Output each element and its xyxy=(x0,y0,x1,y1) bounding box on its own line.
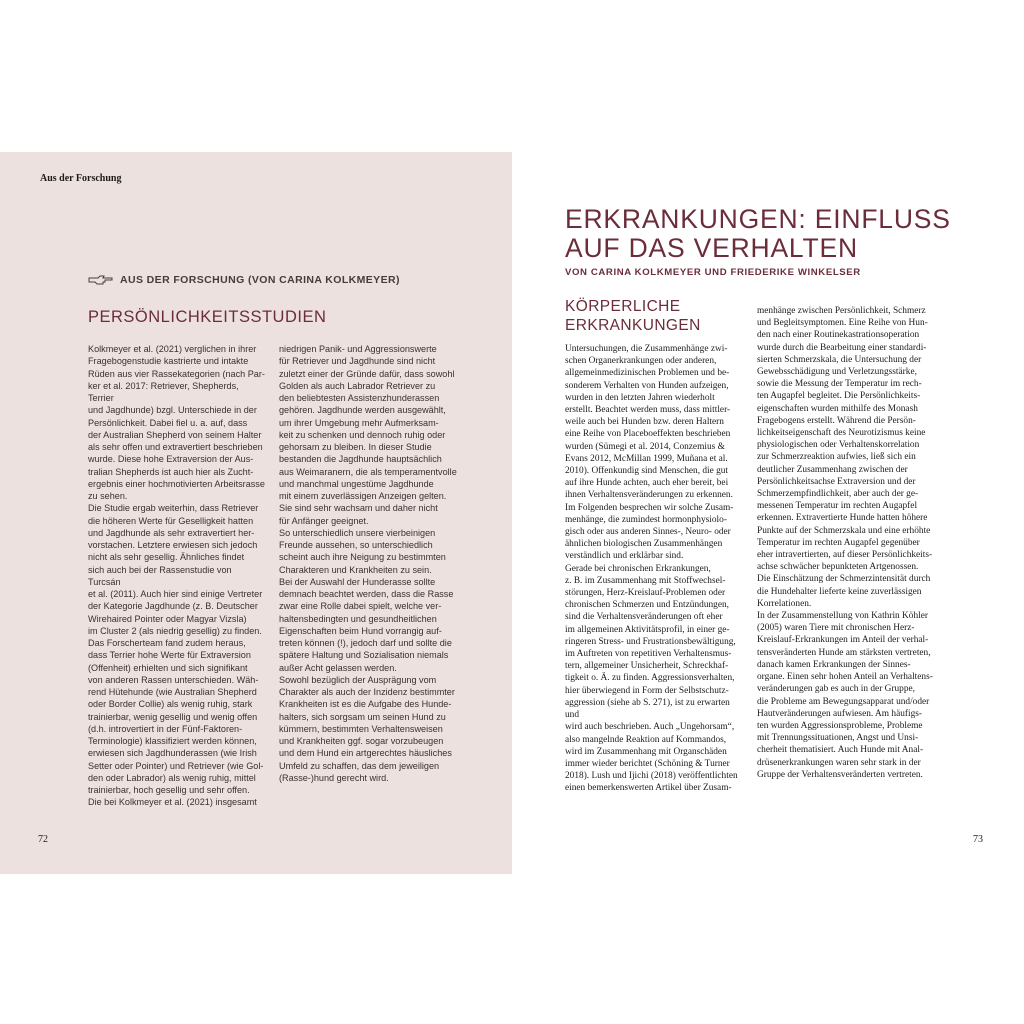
text-line: Evans 2012, McMillan 1999, Muñana et al. xyxy=(565,453,728,464)
text-line: ringeren Stress- und Frustrationsbewältigung, xyxy=(565,636,736,647)
text-line: menhänge zwischen Persönlichkeit, Schmerz xyxy=(757,306,926,316)
text-line: wurde. Diese hohe Extraversion der Aus- xyxy=(88,454,254,465)
text-line: (d.h. introvertiert in der Fünf-Faktoren- xyxy=(88,723,243,734)
text-line: eigenschaften wurden mithilfe des Monash xyxy=(757,403,918,414)
text-line: Persönlichkeit. Dabei fiel u. a. auf, dass xyxy=(88,417,248,428)
text-line: sonderem Verhalten von Hunden aufzeigen, xyxy=(565,380,729,391)
text-line: Die bei Kolkmeyer et al. (2021) insgesamt xyxy=(88,797,257,808)
text-line: tern, allgemeiner Unsicherheit, Schreckhaf- xyxy=(565,661,729,672)
text-line: haltensbedingten und gesundheitlichen xyxy=(279,613,437,624)
text-line: treten können (!), jedoch darf und sollte die xyxy=(279,638,452,648)
text-line: kümmern, bestimmten Verhaltensweisen xyxy=(279,723,443,734)
right-column-2 xyxy=(757,305,935,781)
text-line: und Krankheiten ggf. sogar vorzubeugen xyxy=(279,736,444,746)
text-line: weile auch bei Hunden bzw. deren Haltern xyxy=(565,417,724,428)
text-line: Terminologie) klassifiziert werden können, xyxy=(88,736,257,746)
text-line: zu sehen. xyxy=(88,491,128,501)
chapter-title xyxy=(565,205,985,263)
text-line: sowie die Messung der Temperatur im rech- xyxy=(757,379,922,390)
text-line: mit einem zuverlässigen Anzeigen gelten. xyxy=(279,491,447,501)
text-line: von anderen Rassen unterschieden. Wäh- xyxy=(88,674,259,685)
text-line: als sehr offen und extravertiert beschrieben xyxy=(88,442,263,452)
pointing-hand-icon xyxy=(88,274,114,286)
text-line: bestanden die Jagdhunde hauptsächlich xyxy=(279,454,442,465)
text-line: aggression (siehe ab S. 271), ist zu erwarten und xyxy=(565,697,730,721)
text-line: gehören. Jagdhunde werden ausgewählt, xyxy=(279,405,446,416)
text-line: erwiesen sich Jagdhunderassen (wie Irish xyxy=(88,748,257,759)
text-line: gisch oder aus anderen Sinnes-, Neuro- oder xyxy=(565,527,731,538)
text-line: chronischen Schmerzen und Entzündungen, xyxy=(565,600,729,611)
text-line: wurde durch die Bearbeitung einer standardi- xyxy=(757,342,927,353)
text-line: Charakter als auch der Inzidenz bestimmter xyxy=(279,687,455,697)
chapter-title-line-2: AUF DAS VERHALTEN xyxy=(565,233,858,263)
box-heading xyxy=(88,274,400,286)
text-line: (Rasse-)hund gerecht wird. xyxy=(279,772,389,783)
text-line: Die Studie ergab weiterhin, dass Retriever xyxy=(88,503,259,514)
text-line: vorstachen. Letztere erwiesen sich jedoch xyxy=(88,540,258,550)
text-line: um ihrer Umgebung mehr Aufmerksam- xyxy=(279,417,439,428)
text-line: Kolkmeyer et al. (2021) verglichen in ihrer xyxy=(88,344,257,354)
text-line: schen Organerkrankungen oder anderen, xyxy=(565,356,717,367)
text-line: cherheit thematisiert. Auch Hunde mit Anal- xyxy=(757,745,924,756)
text-line: für Retriever und Jagdhunde sind nicht xyxy=(279,356,436,367)
text-line: 2010). Offenkundig sind Menschen, die gut xyxy=(565,466,729,477)
text-line: drüsenerkrankungen waren sehr stark in der xyxy=(757,757,921,768)
text-line: verständlich und erklärbar sind. xyxy=(565,551,684,562)
text-line: Gruppe der Verhaltensveränderten vertreten. xyxy=(757,769,923,780)
text-line: Temperatur im rechten Augapfel gegenüber xyxy=(757,537,920,548)
text-line: eine Reihe von Placeboeffekten beschrieben xyxy=(565,429,731,440)
text-line: demnach beachtet werden, dass die Rasse xyxy=(279,589,454,599)
text-line: rend Hütehunde (wie Australian Shepherd xyxy=(88,687,257,697)
subsection-title-line-1: KÖRPERLICHE xyxy=(565,298,681,315)
text-line: veränderungen gab es auch in der Gruppe, xyxy=(757,684,915,695)
text-line: und Jagdhunde) bzgl. Unterschiede in der xyxy=(88,405,257,416)
subsection-title xyxy=(565,297,745,335)
text-line: Hautveränderungen aufwiesen. Am häufigs- xyxy=(757,708,923,719)
text-line: Charakteren und Krankheiten zu sein. xyxy=(279,564,432,575)
text-line: erstellt. Beachtet werden muss, dass mittler- xyxy=(565,405,731,416)
text-line: keit zu schenken und dennoch ruhig oder xyxy=(279,429,446,440)
text-line: In der Zusammenstellung von Kathrin Köhler xyxy=(757,611,929,622)
text-line: sind die Verhaltensveränderungen oft eher xyxy=(565,612,723,623)
text-line: ergebnis einer hochmotivierten Arbeitsrasse xyxy=(88,478,265,489)
left-column-1 xyxy=(88,343,266,809)
text-line: Bei der Auswahl der Hunderasse sollte xyxy=(279,576,436,587)
text-line: dass Terrier hohe Werte für Extraversion xyxy=(88,650,251,661)
text-line: Sowohl bezüglich der Ausprägung vom xyxy=(279,674,437,685)
text-line: danach kamen Erkrankungen der Sinnes- xyxy=(757,659,911,670)
text-line: ihnen Verhaltensveränderungen zu erkennen. xyxy=(565,490,733,501)
text-line: Kreislauf-Erkrankungen im Anteil der verhal- xyxy=(757,635,929,646)
text-line: eher intravertierten, auf dieser Persönlichkeits- xyxy=(757,550,933,561)
text-line: deutlicher Zusammenhang zwischen der xyxy=(757,464,908,475)
text-line: hier überwiegend in Form der Selbstschutz- xyxy=(565,685,729,696)
text-line: nicht als sehr gesellig. Ähnliches findet xyxy=(88,552,245,563)
text-line: den nach einer Routinekastrationsoperation xyxy=(757,330,920,341)
running-head: Aus der Forschung xyxy=(40,173,122,184)
text-line: Rüden aus vier Rassekategorien (nach Par- xyxy=(88,368,265,379)
text-line: ten wurden Aggressionsprobleme, Probleme xyxy=(757,720,923,731)
text-line: Fragebogenstudie kastrierte und intakte xyxy=(88,356,249,367)
text-line: zwar eine Rolle dabei spielt, welche ver- xyxy=(279,601,442,612)
text-line: halters, sich sorgsam um seinen Hund zu xyxy=(279,711,446,722)
text-line: (Offenheit) erhielten und sich signifikant xyxy=(88,662,248,673)
text-line: immer wieder berichtet (Schöning & Turner xyxy=(565,758,730,769)
text-line: und manchmal ungestüme Jagdhunde xyxy=(279,478,434,489)
text-line: allgemeinmedizinischen Problemen und be- xyxy=(565,368,730,379)
text-line: wurden (Sümegi et al. 2014, Conzemius & xyxy=(565,441,725,452)
text-line: zuletzt einer der Gründe dafür, dass sowohl xyxy=(279,368,455,379)
text-line: wird auch beschrieben. Auch „Ungehorsam“, xyxy=(565,722,735,733)
text-line: Wirehaired Pointer oder Magyar Vizsla) xyxy=(88,613,247,624)
text-line: scheint auch ihre Neigung zu bestimmten xyxy=(279,552,446,563)
box-heading-text: AUS DER FORSCHUNG (VON CARINA KOLKMEYER) xyxy=(120,274,400,286)
text-line: die Hundehalter lieferte keine zuverlässigen xyxy=(757,586,922,597)
text-line: et al. (2011). Auch hier sind einige Vertreter xyxy=(88,589,263,599)
text-line: wird im Zusammenhang mit Organschäden xyxy=(565,746,727,757)
text-line: zur Schmerzreaktion aufwies, ließ sich ein xyxy=(757,452,916,463)
text-line: im Cluster 2 (als niedrig gesellig) zu finden. xyxy=(88,625,262,636)
text-line: Fragebogens erstellt. Während die Persön- xyxy=(757,415,916,426)
text-line: die höheren Werte für Geselligkeit hatten xyxy=(88,515,254,526)
text-line: Umfeld zu schaffen, das dem jeweiligen xyxy=(279,760,440,771)
text-line: ten Augapfel begleitet. Die Persönlichkeits- xyxy=(757,391,921,402)
text-line: Untersuchungen, die Zusammenhänge zwi- xyxy=(565,344,728,354)
text-line: den oder Labrador) als wenig ruhig, mittel xyxy=(88,772,256,783)
text-line: Setter oder Pointer) und Retriever (wie Gol- xyxy=(88,760,264,771)
text-line: Sie sind sehr wachsam und daher nicht xyxy=(279,503,438,514)
text-line: der Australian Shepherd von seinem Halter xyxy=(88,429,262,440)
text-line: 2018). Lush und Ijichi (2018) veröffentlichten xyxy=(565,771,738,782)
left-column-2 xyxy=(279,343,457,784)
text-line: Eigenschaften beim Hund vorrangig auf- xyxy=(279,625,442,636)
text-line: z. B. im Zusammenhang mit Stoffwechsel- xyxy=(565,575,726,586)
text-line: ker et al. 2017: Retriever, Shepherds, Terrier xyxy=(88,380,239,403)
text-line: im allgemeinen Aktivitätsprofil, in einer ge- xyxy=(565,624,730,635)
text-line: oder Border Collie) als wenig ruhig, stark xyxy=(88,699,253,710)
subsection-title-line-2: ERKRANKUNGEN xyxy=(565,317,701,334)
text-line: trainierbar, hoch gesellig und sehr offen. xyxy=(88,785,250,795)
text-line: und Jagdhunde als sehr extravertiert her- xyxy=(88,527,255,538)
page-number-right: 73 xyxy=(973,834,983,845)
text-line: organe. Einen sehr hohen Anteil an Verhaltens- xyxy=(757,672,933,683)
text-line: mit Trennungssituationen, Angst und Unsi- xyxy=(757,733,919,744)
text-line: Gewebsschädigung und Verletzungsstärke, xyxy=(757,367,917,378)
text-line: achse schwächer bepunkteten Artgenossen. xyxy=(757,562,919,573)
text-line: erkennen. Extravertierte Hunde hatten höhere xyxy=(757,513,928,524)
right-column-1 xyxy=(565,343,743,795)
text-line: aus Weimaranern, die als temperamentvolle xyxy=(279,466,457,477)
text-line: niedrigen Panik- und Aggressionswerte xyxy=(279,344,437,354)
text-line: für Anfänger geeignet. xyxy=(279,515,369,526)
text-line: auf ihre Hunde achten, auch eher bereit, bei xyxy=(565,478,729,489)
text-line: also mangelnde Reaktion auf Kommandos, xyxy=(565,734,727,745)
text-line: ähnlichen biologischen Zusammenhängen xyxy=(565,539,723,550)
text-line: messenen Temperatur im rechten Augapfel xyxy=(757,501,918,512)
text-line: der Kategorie Jagdhunde (z. B. Deutscher xyxy=(88,601,258,612)
section-title: PERSÖNLICHKEITSSTUDIEN xyxy=(88,308,327,326)
text-line: lichkeitseigenschaft des Neurotizismus keine xyxy=(757,428,926,439)
text-line: Die Einschätzung der Schmerzintensität durch xyxy=(757,574,931,585)
text-line: tigkeit o. Ä. zu finden. Aggressionsverhalten, xyxy=(565,673,735,684)
text-line: Freunde aussehen, so unterschiedlich xyxy=(279,540,433,550)
byline: VON CARINA KOLKMEYER UND FRIEDERIKE WINKELSER xyxy=(565,267,861,278)
text-line: tralian Shepherds ist auch hier als Zucht- xyxy=(88,466,254,477)
text-line: außer Acht gelassen werden. xyxy=(279,662,397,673)
text-line: und dem Hund ein artgerechtes häusliches xyxy=(279,748,452,759)
text-line: wurden in den letzten Jahren wiederholt xyxy=(565,392,715,403)
page-number-left: 72 xyxy=(38,834,48,845)
chapter-title-line-1: ERKRANKUNGEN: EINFLUSS xyxy=(565,204,951,234)
text-line: spätere Haltung und Sozialisation niemals xyxy=(279,650,449,661)
text-line: So unterschiedlich unsere vierbeinigen xyxy=(279,527,436,538)
text-line: Krankheiten ist es die Aufgabe des Hunde- xyxy=(279,699,452,710)
text-line: gehorsam zu bleiben. In dieser Studie xyxy=(279,442,432,452)
text-line: störungen, Herz-Kreislauf-Problemen oder xyxy=(565,588,726,599)
text-line: und Begleitsymptomen. Eine Reihe von Hun- xyxy=(757,318,928,329)
text-line: (2005) waren Tiere mit chronischen Herz- xyxy=(757,623,915,634)
text-line: die Probleme am Bewegungsapparat und/oder xyxy=(757,696,930,707)
text-line: sich auch bei der Rassenstudie von Turcsán xyxy=(88,564,232,587)
text-line: im Auftreten von repetitiven Verhaltensmus- xyxy=(565,649,732,660)
text-line: Das Forscherteam fand zudem heraus, xyxy=(88,638,246,648)
text-line: physiologischen oder Verhaltenskorrelation xyxy=(757,440,920,451)
text-line: Persönlichkeitsachse Extraversion und der xyxy=(757,476,916,487)
text-line: trainierbar, wenig gesellig und wenig offen xyxy=(88,711,258,722)
text-line: Gerade bei chronischen Erkrankungen, xyxy=(565,563,711,574)
text-line: Schmerzempfindlichkeit, aber auch der ge- xyxy=(757,489,919,500)
text-line: Im Folgenden besprechen wir solche Zusam- xyxy=(565,502,734,513)
text-line: Korrelationen. xyxy=(757,598,812,609)
text-line: einen bemerkenswerten Artikel über Zusam- xyxy=(565,783,732,794)
text-line: Golden als auch Labrador Retriever zu xyxy=(279,380,436,391)
text-line: tensveränderten Hunde am stärksten vertreten, xyxy=(757,647,931,658)
text-line: menhänge, die zumindest hormonphysiolo- xyxy=(565,514,727,525)
text-line: den beliebtesten Assistenzhunderassen xyxy=(279,393,440,403)
text-line: Punkte auf der Schmerzskala und eine erhöhte xyxy=(757,525,931,536)
text-line: sierten Schmerzskala, die Untersuchung der xyxy=(757,354,922,365)
